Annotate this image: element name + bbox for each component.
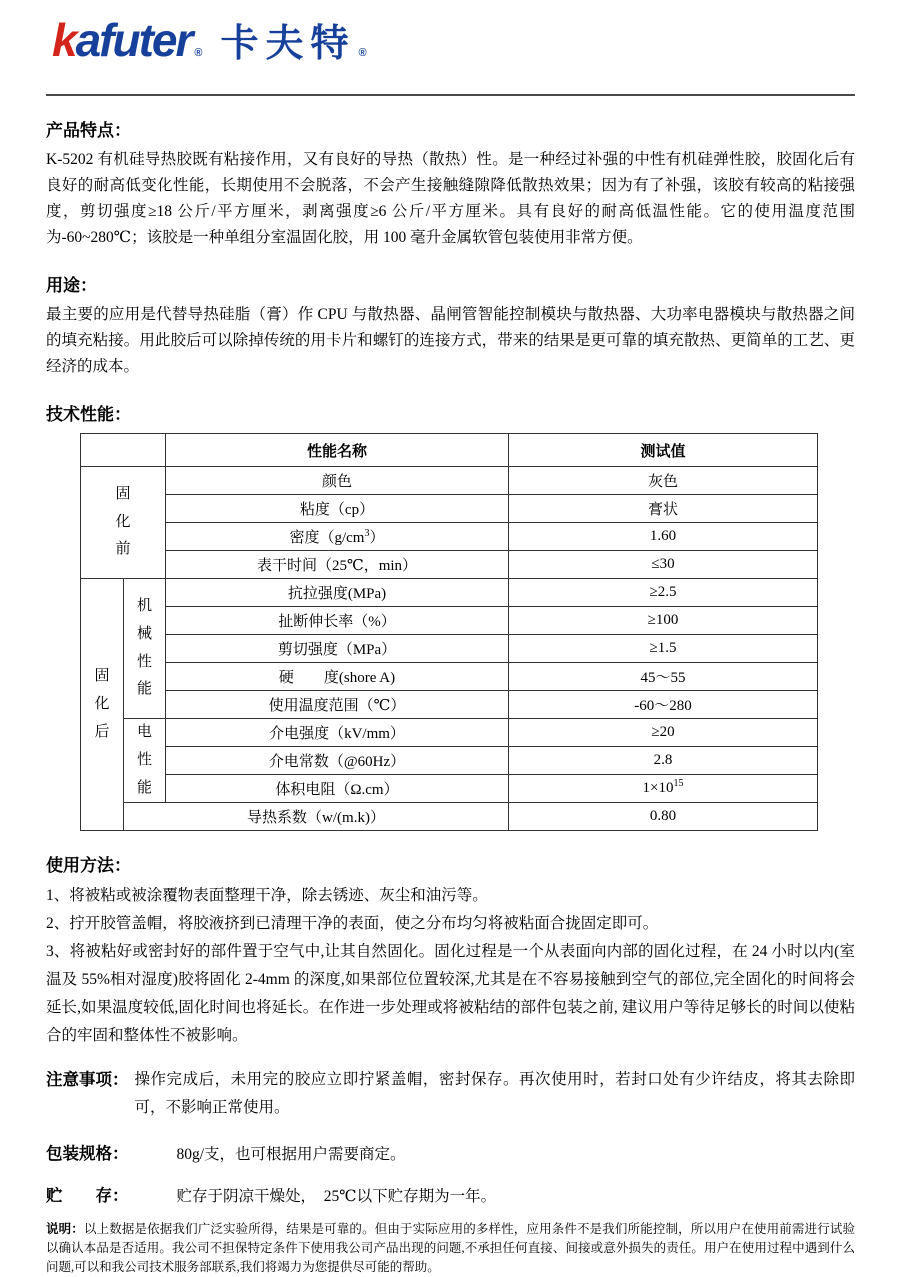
features-body: K-5202 有机硅导热胶既有粘接作用，又有良好的导热（散热）性。是一种经过补强的中性有机硅弹性胶，胶固化后有良好的耐高低变化性能，长期使用不会脱落，不会产生接触缝隙降低散热效果；因为有了补强，该胶有较高的粘接强度，剪切强度≥18 公斤/平方厘米，剥离强度≥6 公斤/平方厘米。具有良好的耐高低温性能。它的使用温度范围为-60~280℃；该胶是一种单组分室温固化胶，用 100 毫升金属软管包装使用非常方便。: [46, 151, 855, 246]
spec-property-cell: 密度$(g/cm^3)$: [166, 523, 509, 551]
spec-row-viscosity: [81, 495, 818, 523]
packaging-block: [46, 1140, 855, 1164]
spec-row-hardness: [81, 663, 818, 691]
spec-property-cell: 硬 度(shore A): [166, 663, 509, 691]
instructions-heading: 使用方法：: [46, 856, 131, 876]
precautions-label: 注意事项：: [46, 1070, 129, 1090]
specs-header-row: [81, 434, 818, 467]
spec-row-thermal-conductivity: [81, 803, 818, 831]
precautions-block: [46, 1066, 855, 1122]
spec-value-cell: -60～280: [509, 691, 818, 719]
storage-value: 贮存于阴凉干燥处， 25℃以下贮存期为一年。: [176, 1188, 497, 1206]
spec-property-cell: 粘度（cp）: [166, 495, 509, 523]
spec-property-cell: 颜色: [166, 467, 509, 495]
brand-wordmark-en: [52, 14, 191, 66]
instructions-list: [46, 882, 855, 1050]
spec-property-cell: 介电强度（kV/mm）: [166, 719, 509, 747]
registered-trademark-icon: ®: [358, 47, 367, 59]
spec-value-cell: ≥20: [509, 719, 818, 747]
storage-block: [46, 1182, 855, 1206]
spec-value-cell: 1.60: [509, 523, 818, 551]
spec-property-cell: 介电常数（@60Hz）: [166, 747, 509, 775]
spec-property-cell: 抗拉强度(MPa): [166, 579, 509, 607]
specs-table: [80, 433, 818, 831]
instruction-item: 2、拧开胶管盖帽，将胶液挤到已清理干净的表面，使之分布均匀将被粘面合拢固定即可。: [46, 915, 659, 933]
spec-value-cell: ≥100: [509, 607, 818, 635]
spec-row-shear-strength: [81, 635, 818, 663]
storage-label: 贮 存：: [46, 1186, 129, 1206]
spec-property-cell: 使用温度范围（℃）: [166, 691, 509, 719]
disclaimer-body: 以上数据是依据我们广泛实验所得，结果是可靠的。但由于实际应用的多样性，应用条件不是我们所能控制，所以用户在使用前需进行试验以确认本品是否适用。我公司不担保特定条件下使用我公司产品出现的问题,不承担任何直接、间接或意外损失的责任。用户在使用过程中遇到什么问题,可以和我公司技术服务部联系,我们将竭力为您提供尽可能的帮助。: [46, 1222, 855, 1275]
features-heading: 产品特点：: [46, 121, 131, 140]
packaging-label: 包装规格：: [46, 1144, 129, 1164]
group-label-post-cure: 固化后: [81, 579, 124, 831]
spec-row-elongation: [81, 607, 818, 635]
brand-k-letter: k: [52, 14, 76, 66]
instruction-item: 3、将被粘好或密封好的部件置于空气中,让其自然固化。固化过程是一个从表面向内部的固化过程，在 24 小时以内(室温及 55%相对湿度)胶将固化 2-4mm 的深度,如果部位位置较深,尤其是在不容易接触到空气的部位,完全固化的时间将会延长,如果温度较低,固化时间也将延长。在作进一步处理或将被粘结的部件包装之前, 建议用户等待足够长的时间以使粘合的牢固和整体性不被影响。: [46, 943, 855, 1045]
spec-value-cell: ≥2.5: [509, 579, 818, 607]
spec-row-service-temperature: [81, 691, 818, 719]
spec-property-cell: 导热系数（w/(m.k)）: [124, 803, 509, 831]
instruction-item: 1、将被粘或被涂覆物表面整理干净，除去锈迹、灰尘和油污等。: [46, 887, 488, 905]
precautions-body: 操作完成后，未用完的胶应立即拧紧盖帽，密封保存。再次使用时，若封口处有少许结皮，将其去除即可，不影响正常使用。: [134, 1071, 855, 1117]
spec-value-cell: 45～55: [509, 663, 818, 691]
superscript: 3: [364, 528, 370, 539]
spec-row-dielectric-strength: [81, 719, 818, 747]
registered-trademark-icon: ®: [194, 47, 203, 59]
spec-value-cell: 灰色: [509, 467, 818, 495]
packaging-value: 80g/支，也可根据用户需要商定。: [176, 1146, 406, 1164]
spec-value-cell: ≥1.5: [509, 635, 818, 663]
spec-property-cell: 扯断伸长率（%）: [166, 607, 509, 635]
brand-rest-letters: afuter: [75, 14, 192, 66]
specs-header-empty-cell: [81, 434, 166, 467]
spec-value-cell: 膏状: [509, 495, 818, 523]
usage-body: 最主要的应用是代替导热硅脂（膏）作 CPU 与散热器、晶闸管智能控制模块与散热器、大功率电器模块与散热器之间的填充粘接。用此胶后可以除掉传统的用卡片和螺钉的连接方式，带来的结果是更可靠的填充散热、更简单的工艺、更经济的成本。: [46, 306, 855, 375]
disclaimer-note: [46, 1220, 855, 1277]
spec-row-color: [81, 467, 818, 495]
spec-value-cell: $1\times 10^{15}$: [509, 775, 818, 803]
group-label-mechanical: 机械性能: [124, 579, 166, 719]
spec-property-cell: 表干时间（25℃，min）: [166, 551, 509, 579]
spec-row-density: [81, 523, 818, 551]
group-label-electrical: 电性能: [124, 719, 166, 803]
spec-property-cell: 体积电阻（Ω.cm）: [166, 775, 509, 803]
disclaimer-label: 说明：: [46, 1222, 84, 1237]
brand-logo: [46, 10, 855, 70]
spec-row-volume-resistivity: [81, 775, 818, 803]
header-divider: [46, 94, 855, 96]
group-label-pre-cure: 固化前: [81, 467, 166, 579]
specs-header-property: 性能名称: [166, 434, 509, 467]
specs-header-value: 测试值: [509, 434, 818, 467]
spec-value-cell: ≤30: [509, 551, 818, 579]
spec-row-tensile-strength: [81, 579, 818, 607]
specs-heading: 技术性能：: [46, 405, 131, 424]
spec-value-cell: 2.8: [509, 747, 818, 775]
spec-property-cell: 剪切强度（MPa）: [166, 635, 509, 663]
spec-row-tack-free-time: [81, 551, 818, 579]
brand-wordmark-cn: 卡夫特: [220, 23, 356, 65]
spec-row-dielectric-constant: [81, 747, 818, 775]
superscript: 15: [673, 778, 684, 790]
spec-value-cell: 0.80: [509, 803, 818, 831]
usage-heading: 用途：: [46, 276, 97, 295]
